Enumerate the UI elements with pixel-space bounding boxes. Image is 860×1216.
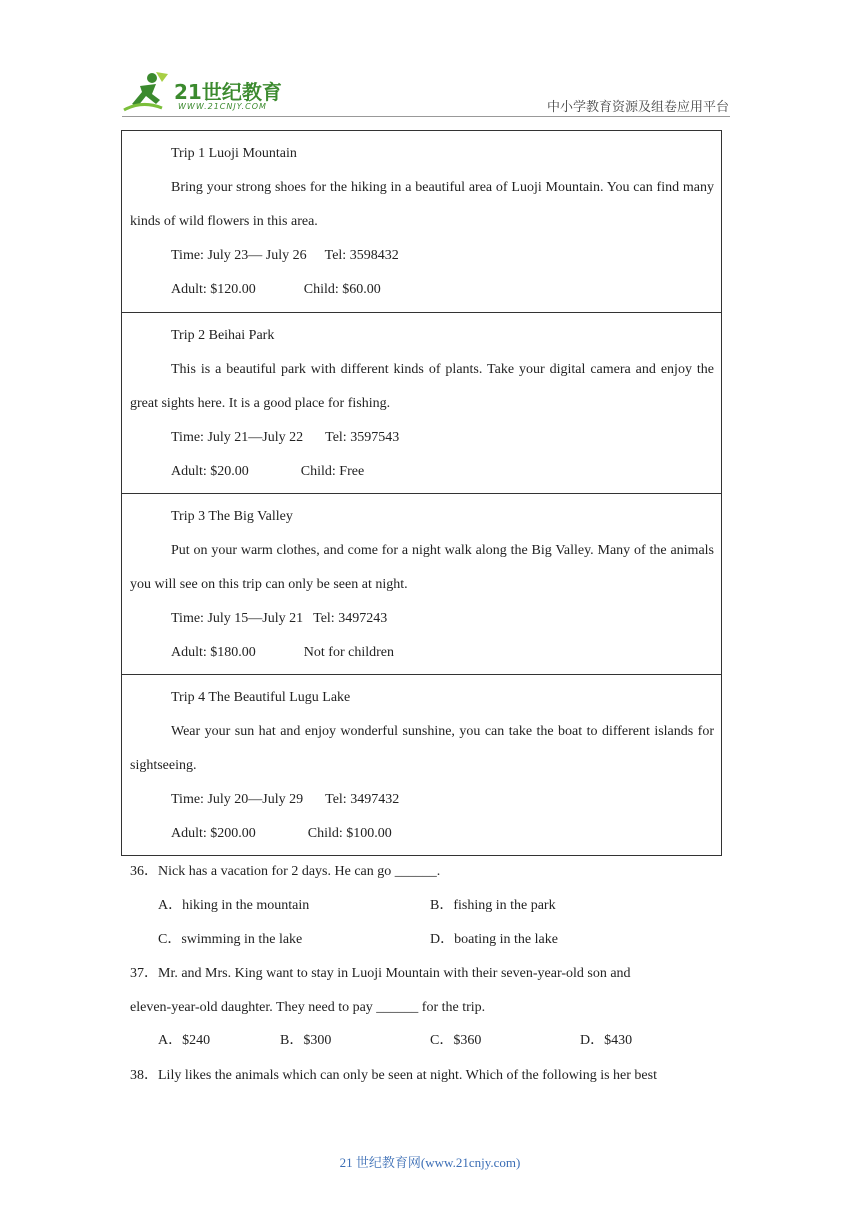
header-platform-text: 中小学教育资源及组卷应用平台 [546,100,729,115]
header-divider [122,116,730,117]
trip-time: Time: July 20—July 29 [171,792,304,807]
trip-prices [130,455,714,489]
trip-prices [130,636,714,670]
trip-description: Wear your sun hat and enjoy wonderful sunshine, you can take the boat to different islands for sightseeing. [130,724,714,773]
page-footer: 21 世纪教育网(www.21cnjy.com) [339,1155,521,1170]
trip-prices [130,817,714,851]
trip-adult-price: Adult: $200.00 [171,826,256,841]
question-36-option-c: C．swimming in the lake [158,932,303,947]
question-37-option-c: C．$360 [430,1033,482,1048]
question-37-line-1: 37．Mr. and Mrs. King want to stay in Luoji Mountain with their seven-year-old son and [130,966,631,981]
trip-title: Trip 4 The Beautiful Lugu Lake [171,690,351,705]
trip-adult-price: Adult: $120.00 [171,282,256,297]
trip-title: Trip 3 The Big Valley [171,509,293,524]
site-logo [122,70,292,114]
trip-adult-price: Adult: $180.00 [171,645,256,660]
trip-time: Time: July 23— July 26 [171,248,307,263]
trip-tel: Tel: 3597543 [325,430,400,445]
trip-time-tel [130,239,714,273]
question-36: 36．Nick has a vacation for 2 days. He can go ______. [130,864,441,879]
trip-child-price: Child: Free [300,464,365,479]
trip-adult-price: Adult: $20.00 [171,464,249,479]
question-37-option-a: A．$240 [158,1033,211,1048]
question-38: 38．Lily likes the animals which can only be seen at night. Which of the following is her best [130,1068,657,1083]
logo-text: 21世纪教育 [174,80,282,104]
question-37-option-d: D．$430 [580,1033,633,1048]
trip-title: Trip 1 Luoji Mountain [171,146,297,161]
trip-time: Time: July 21—July 22 [171,430,304,445]
runner-logo-icon [122,70,172,114]
trip-child-price: Not for children [303,645,394,660]
trip-child-price: Child: $60.00 [303,282,381,297]
trip-prices [130,273,714,307]
trip-child-price: Child: $100.00 [307,826,392,841]
question-37-line-2: eleven-year-old daughter. They need to pay ______ for the trip. [130,1000,486,1015]
trip-cell-2 [122,312,721,493]
question-37-option-b: B．$300 [280,1033,332,1048]
trip-tel: Tel: 3497243 [313,611,388,626]
trip-tel: Tel: 3598432 [324,248,399,263]
question-36-option-d: D．boating in the lake [430,932,558,947]
question-36-option-b: B．fishing in the park [430,898,556,913]
trip-cell-1 [122,131,721,312]
trip-description: This is a beautiful park with different kinds of plants. Take your digital camera and enjoy the great sights here. It is a good place for fishing. [130,362,714,411]
trip-description: Put on your warm clothes, and come for a night walk along the Big Valley. Many of the animals you will see on this trip can only be seen at night. [130,543,714,592]
trip-time-tel [130,602,714,636]
trip-description: Bring your strong shoes for the hiking in a beautiful area of Luoji Mountain. You can find many kinds of wild flowers in this area. [130,180,714,229]
logo-url: WWW.21CNJY.COM [178,102,267,111]
question-36-option-a: A．hiking in the mountain [158,898,310,913]
trip-title: Trip 2 Beihai Park [171,328,275,343]
trip-time-tel [130,783,714,817]
trip-tel: Tel: 3497432 [325,792,400,807]
trip-cell-4 [122,674,721,855]
trips-table [121,130,722,856]
trip-time-tel [130,421,714,455]
trip-cell-3 [122,493,721,674]
trip-time: Time: July 15—July 21 [171,611,304,626]
